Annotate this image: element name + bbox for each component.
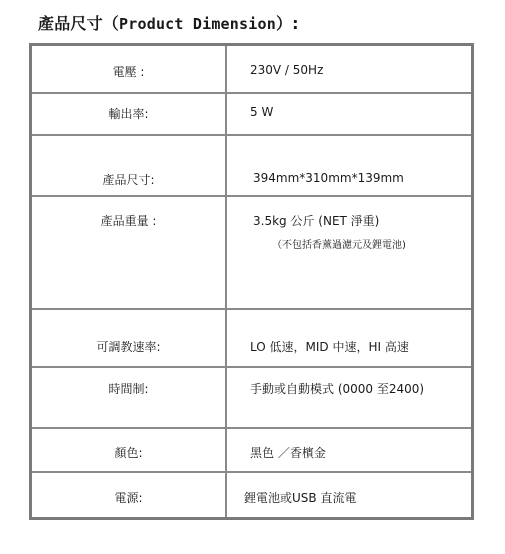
spec-label: 產品尺寸: <box>102 173 155 187</box>
spec-table <box>29 43 474 520</box>
page-title <box>38 11 299 34</box>
spec-row-speed <box>32 308 471 368</box>
spec-value: LO 低速，MID 中速，HI 高速 <box>250 340 409 354</box>
title-en: Product Dimension <box>119 15 276 33</box>
spec-label: 時間制: <box>108 382 149 396</box>
spec-row-dimension <box>32 134 471 197</box>
spec-label: 可調教速率: <box>96 340 161 354</box>
spec-row-timer <box>32 366 471 429</box>
spec-label: 產品重量 : <box>100 214 157 228</box>
spec-label: 輸出率: <box>108 107 149 121</box>
title-end: ）: <box>275 14 299 33</box>
spec-value: 黑色 ／香檳金 <box>250 446 326 460</box>
spec-row-color <box>32 427 471 473</box>
spec-value: 5 W <box>250 105 274 119</box>
spec-label: 電源: <box>114 491 143 505</box>
spec-value: 3.5kg 公斤 (NET 淨重) <box>253 214 380 228</box>
spec-value: 鋰電池或USB 直流電 <box>244 491 357 505</box>
spec-row-power-source <box>32 471 471 519</box>
title-cn: 產品尺寸（ <box>38 14 120 33</box>
spec-label: 顏色: <box>114 446 143 460</box>
spec-row-weight <box>32 195 471 310</box>
spec-row-power <box>32 92 471 136</box>
spec-value: 394mm*310mm*139mm <box>253 171 404 185</box>
spec-note: （不包括香薰過濾元及鋰電池) <box>272 240 406 251</box>
spec-label: 電壓 : <box>112 65 145 79</box>
spec-value: 手動或自動模式 (0000 至2400) <box>250 382 425 396</box>
spec-row-voltage <box>32 46 471 92</box>
spec-value: 230V / 50Hz <box>250 63 324 77</box>
